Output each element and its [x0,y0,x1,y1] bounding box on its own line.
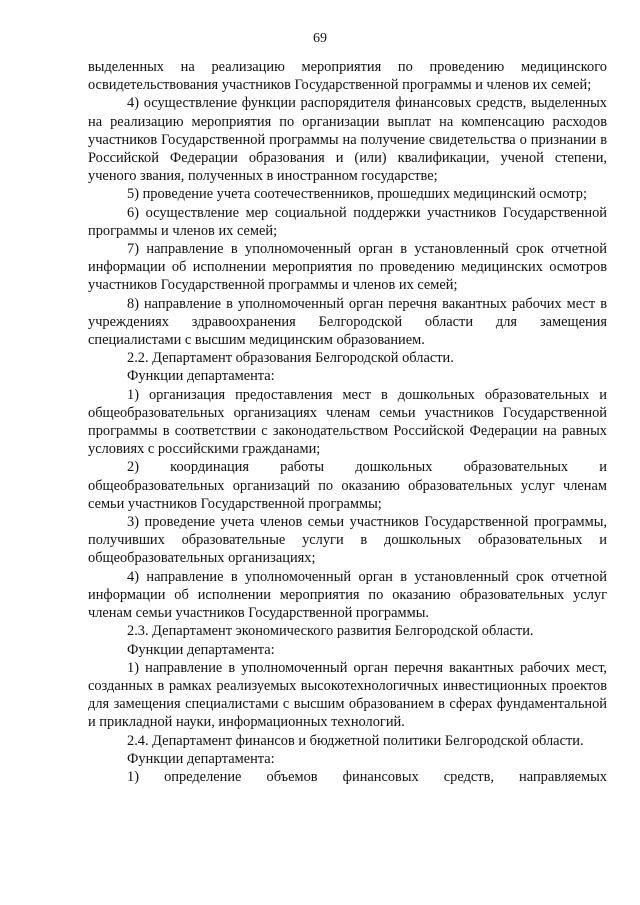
list-item: 2) координация работы дошкольных образовательных и общеобразовательных организаций по оказанию образовательных услуг членам семьи участников Государственной программы; [88,459,607,512]
document-body [88,58,607,786]
functions-label: Функции департамента: [127,368,275,385]
section-heading: 2.2. Департамент образования Белгородской области. [127,350,454,367]
list-item: 1) определение объемов финансовых средств, направляемых [127,768,607,785]
functions-label: Функции департамента: [127,641,275,658]
list-item: 4) осуществление функции распорядителя финансовых средств, выделенных на реализацию мероприятия по организации выплат на компенсацию расходов участников Государственной программы на получение свидетельства о признании в Российской Федерации образования и (или) квалификации, ученой степени, ученого звания, полученных в иностранном государстве; [88,95,607,185]
list-item: 5) проведение учета соотечественников, прошедших медицинский осмотр; [127,186,587,203]
list-item: 6) осуществление мер социальной поддержки участников Государственной программы и членов их семей; [88,204,607,239]
list-item: 1) направление в уполномоченный орган перечня вакантных рабочих мест, созданных в рамках реализуемых высокотехнологичных инвестиционных проектов для замещения специалистами с высшим образованием в сферах фундаментальной и прикладной науки, информационных технологий. [88,659,607,731]
page-number: 69 [313,31,327,46]
paragraph: выделенных на реализацию мероприятия по проведению медицинского освидетельствования участников Государственной программы и членов их семей; [88,59,607,94]
section-heading: 2.4. Департамент финансов и бюджетной политики Белгородской области. [127,732,584,749]
list-item: 4) направление в уполномоченный орган в установленный срок отчетной информации об исполнении мероприятия по оказанию образовательных услуг членам семьи участников Государственной программы. [88,568,607,622]
list-item: 8) направление в уполномоченный орган перечня вакантных рабочих мест в учреждениях здравоохранения Белгородской области для замещения специалистами с высшим медицинским образованием. [88,295,607,349]
list-item: 7) направление в уполномоченный орган в установленный срок отчетной информации об исполнении мероприятия по проведению медицинских осмотров участников Государственной программы и членов их семей; [88,241,607,294]
list-item: 3) проведение учета членов семьи участников Государственной программы, получивших образовательные услуги в дошкольных образовательных и общеобразовательных организациях; [88,514,607,567]
functions-label: Функции департамента: [127,750,275,767]
section-heading: 2.3. Департамент экономического развития Белгородской области. [127,623,534,640]
list-item: 1) организация предоставления мест в дошкольных образовательных и общеобразовательных организациях членам семьи участников Государственной программы в соответствии с законодательством Российской Федерации на равных условиях с российскими гражданами; [88,386,607,458]
